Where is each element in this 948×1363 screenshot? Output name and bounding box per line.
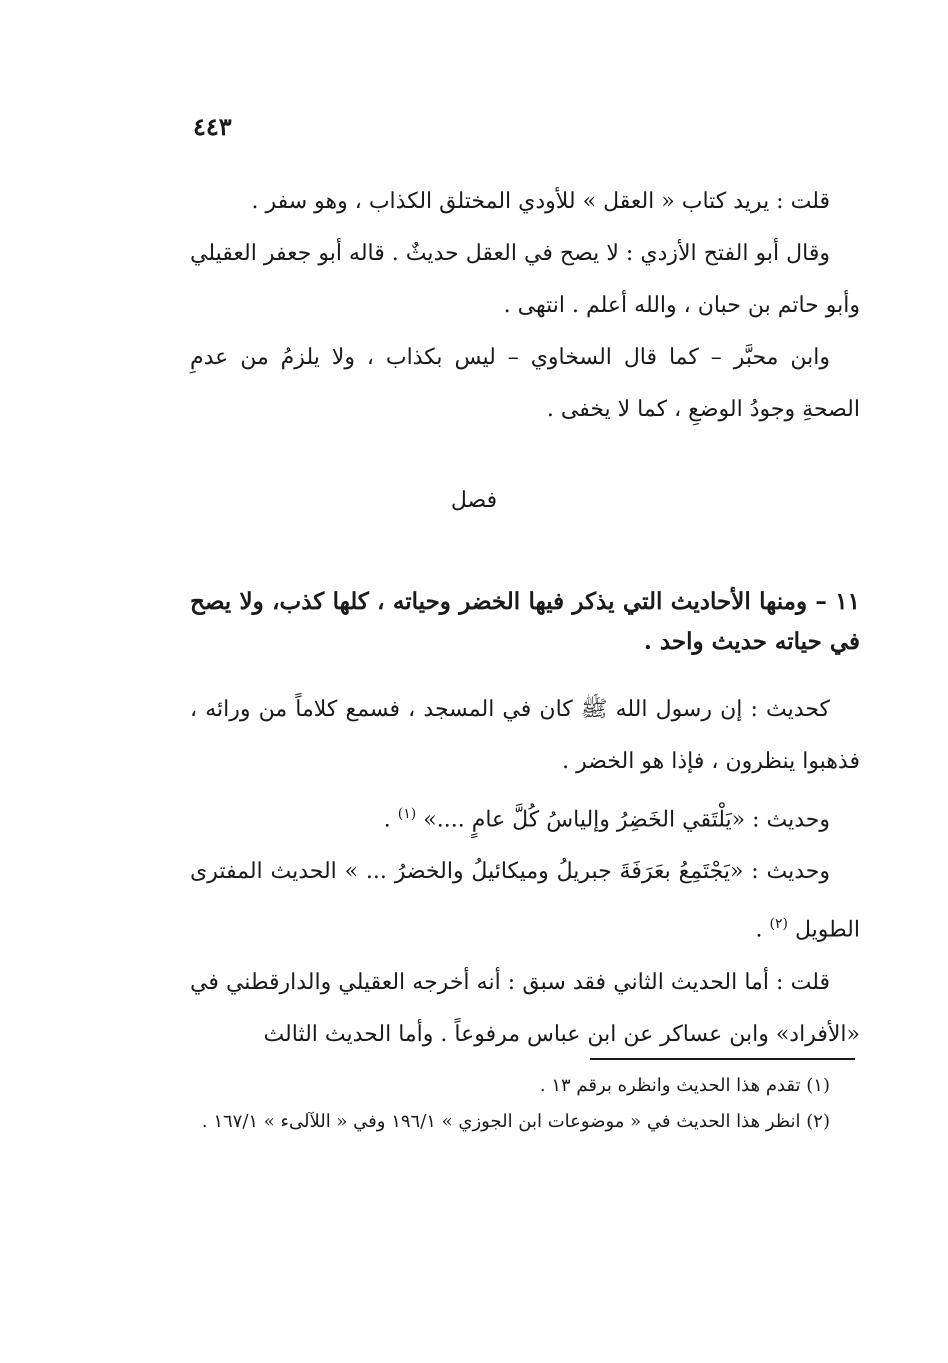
section-title: فصل [450,488,498,513]
footnote-ref: (١) [397,806,417,822]
paragraph: كحديث : إن رسول الله ﷺ كان في المسجد ، فسمع كلاماً من ورائه ، فذهبوا ينظرون ، فإذا هو الخضر . [190,697,860,774]
footnote-ref: (٢) [769,916,788,933]
footnote: (١) تقدم هذا الحديث وانظره برقم ١٣ . [539,1075,830,1096]
paragraph: وقال أبو الفتح الأزدي : لا يصح في العقل حديثٌ . قاله أبو جعفر العقيلي وأبو حاتم بن حبان ، والله أعلم . انتهى . [190,241,860,318]
hadith-text: وحديث : «يَلْتَقي الخَضِرُ وإلياسُ كُلَّ عامٍ ....» [423,807,830,833]
page-number: ٤٤٣ [193,112,232,141]
paragraph [190,846,860,956]
full-stop: . [383,807,391,833]
chapter-heading: ١١ – ومنها الأحاديث التي يذكر فيها الخضر وحياته ، كلها كذب، ولا يصح في حياته حديث واحد . [190,588,860,655]
footnote: (٢) انظر هذا الحديث في « موضوعات ابن الجوزي » ١٩٦/١ وفي « اللآلىء » ١٦٧/١ . [201,1111,830,1132]
main-text [190,684,860,1061]
footnote-divider [590,1058,855,1060]
footnotes [190,1068,860,1140]
paragraph: قلت : أما الحديث الثاني فقد سبق : أنه أخرجه العقيلي والدارقطني في «الأفراد» وابن عساكر عن ابن عباس مرفوعاً . وأما الحديث الثالث [190,969,860,1047]
hadith-text: وحديث : «يَجْتَمِعُ بعَرَفَةَ جبريلُ وميكائيلُ والخضرُ ... » الحديث المفترى الطويل [190,859,860,943]
top-text [190,176,860,436]
paragraph: وابن محبَّر – كما قال السخاوي – ليس بكذاب ، ولا يلزمُ من عدمِ الصحةِ وجودُ الوضعِ ، كما لا يخفى . [190,345,860,422]
full-stop: . [755,917,763,943]
paragraph: قلت : يريد كتاب « العقل » للأودي المختلق الكذاب ، وهو سفر . [251,189,830,214]
paragraph [190,788,860,846]
